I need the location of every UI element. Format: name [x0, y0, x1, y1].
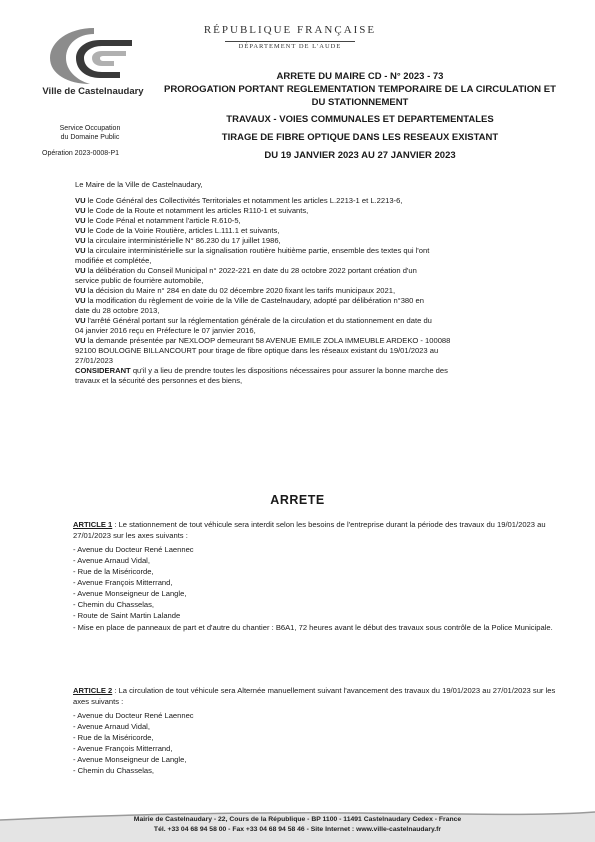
- preamble-line: [75, 286, 560, 296]
- preamble-line: [75, 196, 560, 206]
- article-1-signage: - Mise en place de panneaux de part et d'autre du chantier : B6A1, 72 heures avant le début des travaux sous contrôle de la Police Municipale.: [73, 623, 553, 632]
- preamble-text: 04 janvier 2016 reçu en Préfecture le 07 janvier 2016,: [75, 326, 256, 335]
- street-item: - Avenue du Docteur René Laennec: [73, 711, 194, 720]
- article-2-label: ARTICLE 2: [73, 686, 113, 695]
- preamble-line: [75, 216, 560, 226]
- preamble-text: la circulaire interministérielle N° 86.230 du 17 juillet 1986,: [85, 236, 281, 245]
- arrete-heading: ARRETE: [270, 493, 325, 507]
- preamble-line: [75, 266, 560, 276]
- article-1-label: ARTICLE 1: [73, 520, 113, 529]
- preamble-line: [75, 316, 560, 326]
- service-label: [30, 124, 150, 142]
- preamble-text: le Code de la Voirie Routière, articles L.111.1 et suivants,: [85, 226, 280, 235]
- preamble-intro: Le Maire de la Ville de Castelnaudary,: [75, 180, 203, 189]
- preamble-line: [75, 276, 560, 286]
- preamble-keyword: VU: [75, 316, 86, 325]
- arrete-number: ARRETE DU MAIRE CD - N° 2023 - 73: [276, 71, 444, 82]
- preamble-text: 92100 BOULOGNE BILLANCOURT pour tirage de fibre optique dans les réseaux existant du 19/01/2023 au: [75, 346, 439, 355]
- street-item: - Avenue du Docteur René Laennec: [73, 545, 194, 554]
- preamble-line: [75, 366, 560, 376]
- title-line-4: TIRAGE DE FIBRE OPTIQUE DANS LES RESEAUX EXISTANT: [221, 132, 499, 143]
- footer-address: Mairie de Castelnaudary - 22, Cours de la République - BP 1100 - 11491 Castelnaudary Cedex - France: [133, 816, 462, 823]
- title-line-3: TRAVAUX - VOIES COMMUNALES ET DEPARTEMENTALES: [226, 114, 494, 125]
- preamble-keyword: VU: [75, 216, 86, 225]
- header-divider: [225, 41, 355, 42]
- preamble-line: [75, 226, 560, 236]
- preamble-keyword: VU: [75, 196, 86, 205]
- street-item: - Avenue Arnaud Vidal,: [73, 556, 150, 565]
- preamble-keyword: VU: [75, 286, 86, 295]
- preamble-text: travaux et la sécurité des personnes et des biens,: [75, 376, 243, 385]
- preamble-line: [75, 336, 560, 346]
- preamble-text: la délibération du Conseil Municipal n° 2022-221 en date du 28 octobre 2022 portant création d'un: [85, 266, 417, 275]
- preamble-text: service public de fourrière automobile,: [75, 276, 204, 285]
- article-1-text: : Le stationnement de tout véhicule sera interdit selon les besoins de l'entreprise durant la période des travaux du 19/01/2023 au 27/01/2023 sur les axes suivants :: [73, 520, 546, 540]
- departement: DÉPARTEMENT DE L'AUDE: [238, 43, 342, 50]
- preamble-text: modifiée et complétée,: [75, 256, 152, 265]
- street-item: - Avenue Monseigneur de Langle,: [73, 755, 187, 764]
- preamble: [75, 180, 560, 386]
- article-2-streets: [73, 710, 558, 776]
- preamble-line: [75, 376, 560, 386]
- republique-francaise: RÉPUBLIQUE FRANÇAISE: [203, 24, 377, 36]
- preamble-text: 27/01/2023: [75, 356, 114, 365]
- preamble-keyword: VU: [75, 206, 86, 215]
- preamble-text: la modification du règlement de voirie de la Ville de Castelnaudary, adopté par délibération n°380 en: [85, 296, 424, 305]
- preamble-line: [75, 296, 560, 306]
- preamble-text: le Code Général des Collectivités Territoriales et notamment les articles L.2213-1 et L.2213-6,: [85, 196, 403, 205]
- service-line: Service Occupation: [59, 125, 121, 132]
- logo-text: Ville de Castelnaudary: [42, 86, 144, 97]
- footer-contact: Tél. +33 04 68 94 58 00 - Fax +33 04 68 94 58 46 - Site Internet : www.ville-castelnaudary.fr: [153, 826, 442, 833]
- article-2-text: : La circulation de tout véhicule sera Alternée manuellement suivant l'avancement des travaux du 19/01/2023 au 27/01/2023 sur les axes suivants :: [73, 686, 556, 706]
- article-1: [73, 519, 558, 633]
- preamble-keyword: VU: [75, 236, 86, 245]
- street-item: - Rue de la Miséricorde,: [73, 733, 154, 742]
- preamble-line: [75, 356, 560, 366]
- street-item: - Rue de la Miséricorde,: [73, 567, 154, 576]
- preamble-line: [75, 306, 560, 316]
- preamble-text: le Code de la Route et notamment les articles R110-1 et suivants,: [85, 206, 309, 215]
- preamble-keyword: VU: [75, 246, 86, 255]
- operation-number: Opération 2023-0008-P1: [42, 150, 120, 157]
- preamble-line: [75, 256, 560, 266]
- city-logo: [46, 22, 138, 86]
- preamble-text: date du 28 octobre 2013,: [75, 306, 160, 315]
- article-1-intro: [73, 519, 558, 541]
- street-item: - Avenue Arnaud Vidal,: [73, 722, 150, 731]
- street-item: - Avenue François Mitterrand,: [73, 578, 173, 587]
- preamble-text: la circulaire interministérielle sur la signalisation routière huitième partie, ensemble des textes qui l'ont: [85, 246, 430, 255]
- preamble-line: [75, 346, 560, 356]
- street-item: - Avenue François Mitterrand,: [73, 744, 173, 753]
- title-line-1: PROROGATION PORTANT REGLEMENTATION TEMPORAIRE DE LA CIRCULATION ET: [163, 84, 557, 95]
- street-item: - Route de Saint Martin Lalande: [73, 611, 181, 620]
- preamble-text: qu'il y a lieu de prendre toutes les dispositions nécessaires pour assurer la bonne marche des: [130, 366, 448, 375]
- article-1-streets: [73, 544, 558, 621]
- preamble-line: [75, 206, 560, 216]
- preamble-text: la décision du Maire n° 284 en date du 02 décembre 2020 fixant les tarifs municipaux 2021,: [85, 286, 396, 295]
- service-line: du Domaine Public: [60, 134, 120, 141]
- preamble-line: [75, 246, 560, 256]
- preamble-list: [75, 196, 560, 386]
- preamble-text: l'arrêté Général portant sur la réglementation générale de la circulation et du stationnement en date du: [85, 316, 432, 325]
- preamble-keyword: CONSIDERANT: [75, 366, 131, 375]
- preamble-keyword: VU: [75, 296, 86, 305]
- preamble-line: [75, 236, 560, 246]
- preamble-text: la demande présentée par NEXLOOP demeurant 58 AVENUE EMILE ZOLA IMMEUBLE ARDEKO - 100088: [85, 336, 451, 345]
- preamble-keyword: VU: [75, 226, 86, 235]
- street-item: - Avenue Monseigneur de Langle,: [73, 589, 187, 598]
- article-2-intro: [73, 685, 558, 707]
- preamble-keyword: VU: [75, 336, 86, 345]
- title-line-2: DU STATIONNEMENT: [311, 97, 409, 108]
- preamble-line: [75, 326, 560, 336]
- article-2: [73, 685, 558, 776]
- street-item: - Chemin du Chasselas,: [73, 600, 155, 609]
- preamble-keyword: VU: [75, 266, 86, 275]
- street-item: - Chemin du Chasselas,: [73, 766, 155, 775]
- title-line-5: DU 19 JANVIER 2023 AU 27 JANVIER 2023: [264, 150, 456, 161]
- preamble-text: le Code Pénal et notamment l'article R.610-5,: [85, 216, 241, 225]
